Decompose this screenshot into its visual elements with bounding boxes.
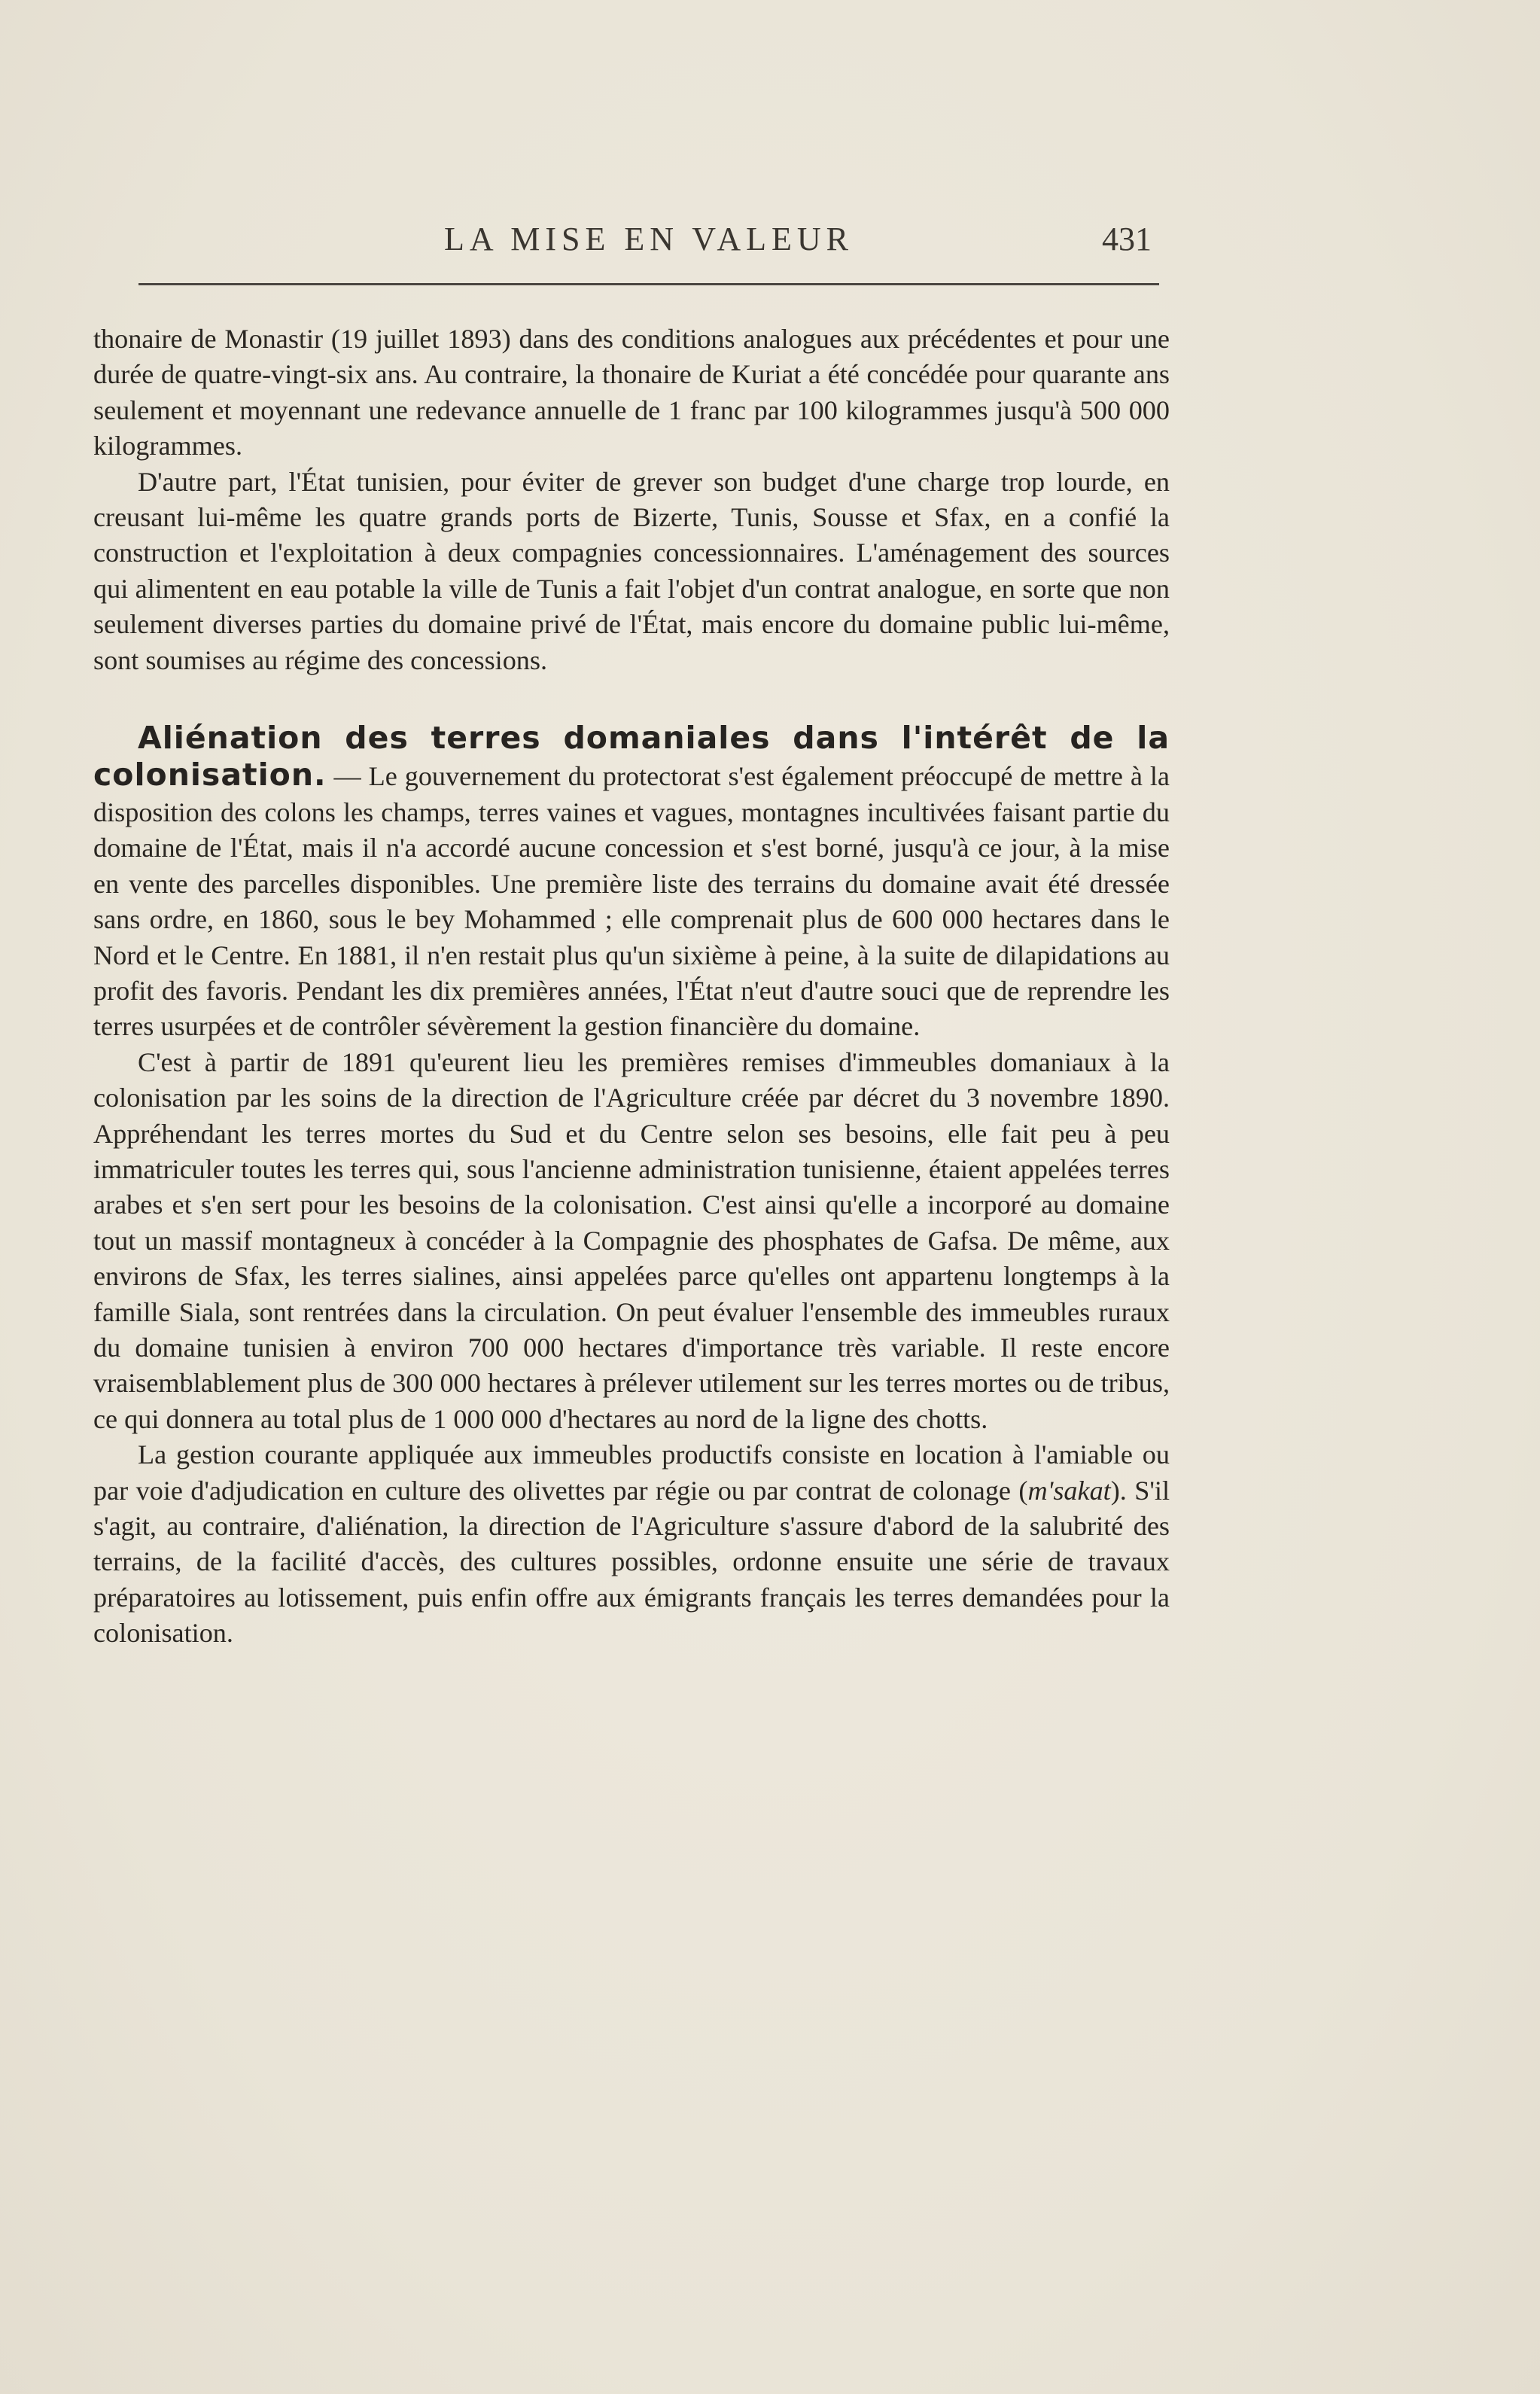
- running-head: LA MISE EN VALEUR: [444, 221, 854, 257]
- paragraph-5-text-a: La gestion courante appliquée aux immeubles productifs consiste en location à l'amiable ou par voie d'adjudication en culture des olivettes par régie ou par contrat de colonage (: [93, 1439, 1170, 1506]
- page-number: 431: [1102, 221, 1152, 257]
- header-rule: [138, 283, 1159, 285]
- page-header: [138, 220, 1159, 265]
- paragraph-1: thonaire de Monastir (19 juillet 1893) dans des conditions analogues aux précédentes et pour une durée de quatre-vingt-six ans. Au contraire, la thonaire de Kuriat a été concédée pour quarante ans seulement et moyennant une redevance annuelle de 1 franc par 100 kilogrammes jusqu'à 500 000 kilogrammes.: [93, 324, 1170, 461]
- paragraph-3-text: — Le gouvernement du protectorat s'est également préoccupé de mettre à la disposition des colons les champs, terres vaines et vagues, montagnes incultivées faisant partie du domaine de l'État, mais il n'a accordé aucune concession et s'est borné, jusqu'à ce jour, à la mise en vente des parcelles disponibles. Une première liste des terrains du domaine avait été dressée sans ordre, en 1860, sous le bey Mohammed ; elle comprenait plus de 600 000 hectares dans le Nord et le Centre. En 1881, il n'en restait plus qu'un sixième à peine, à la suite de dilapidations au profit des favoris. Pendant les dix premières années, l'État n'eut d'autre souci que de reprendre les terres usurpées et de contrôler sévèrement la gestion financière du domaine.: [93, 761, 1170, 1042]
- page-body: [93, 321, 1170, 1652]
- section-title: Aliénation des terres domaniales dans l'intérêt de la colonisation.: [93, 720, 1170, 793]
- italic-term: m'sakat: [1027, 1475, 1111, 1506]
- paragraph-4: C'est à partir de 1891 qu'eurent lieu les premières remises d'immeubles domaniaux à la colonisation par les soins de la direction de l'Agriculture créée par décret du 3 novembre 1890. Appréhendant les terres mortes du Sud et du Centre selon ses besoins, elle fait peu à peu immatriculer toutes les terres qui, sous l'ancienne administration tunisienne, étaient appelées terres arabes et s'en sert pour les besoins de la colonisation. C'est ainsi qu'elle a incorporé au domaine tout un massif montagneux à concéder à la Compagnie des phosphates de Gafsa. De même, aux environs de Sfax, les terres sialines, ainsi appelées parce qu'elles ont appartenu longtemps à la famille Siala, sont rentrées dans la circulation. On peut évaluer l'ensemble des immeubles ruraux du domaine tunisien à environ 700 000 hectares d'importance très variable. Il reste encore vraisemblablement plus de 300 000 hectares à prélever utilement sur les terres mortes ou de tribus, ce qui donnera au total plus de 1 000 000 d'hectares au nord de la ligne des chotts.: [93, 1046, 1170, 1434]
- paragraph-5-text-b: ). S'il s'agit, au contraire, d'aliénation, la direction de l'Agriculture s'assure d'abord de la salubrité des terrains, de la facilité d'accès, des cultures possibles, ordonne ensuite une série de travaux préparatoires au lotissement, puis enfin offre aux émigrants français les terres demandées pour la colonisation.: [93, 1475, 1170, 1649]
- paragraph-2: D'autre part, l'État tunisien, pour éviter de grever son budget d'une charge trop lourde, en creusant lui-même les quatre grands ports de Bizerte, Tunis, Sousse et Sfax, en a confié la construction et l'exploitation à deux compagnies concessionnaires. L'aménagement des sources qui alimentent en eau potable la ville de Tunis a fait l'objet d'un contrat analogue, en sorte que non seulement diverses parties du domaine privé de l'État, mais encore du domaine public lui-même, sont soumises au régime des concessions.: [93, 466, 1170, 675]
- paragraph-3: [93, 720, 1170, 1045]
- paragraph-5: [93, 1437, 1170, 1651]
